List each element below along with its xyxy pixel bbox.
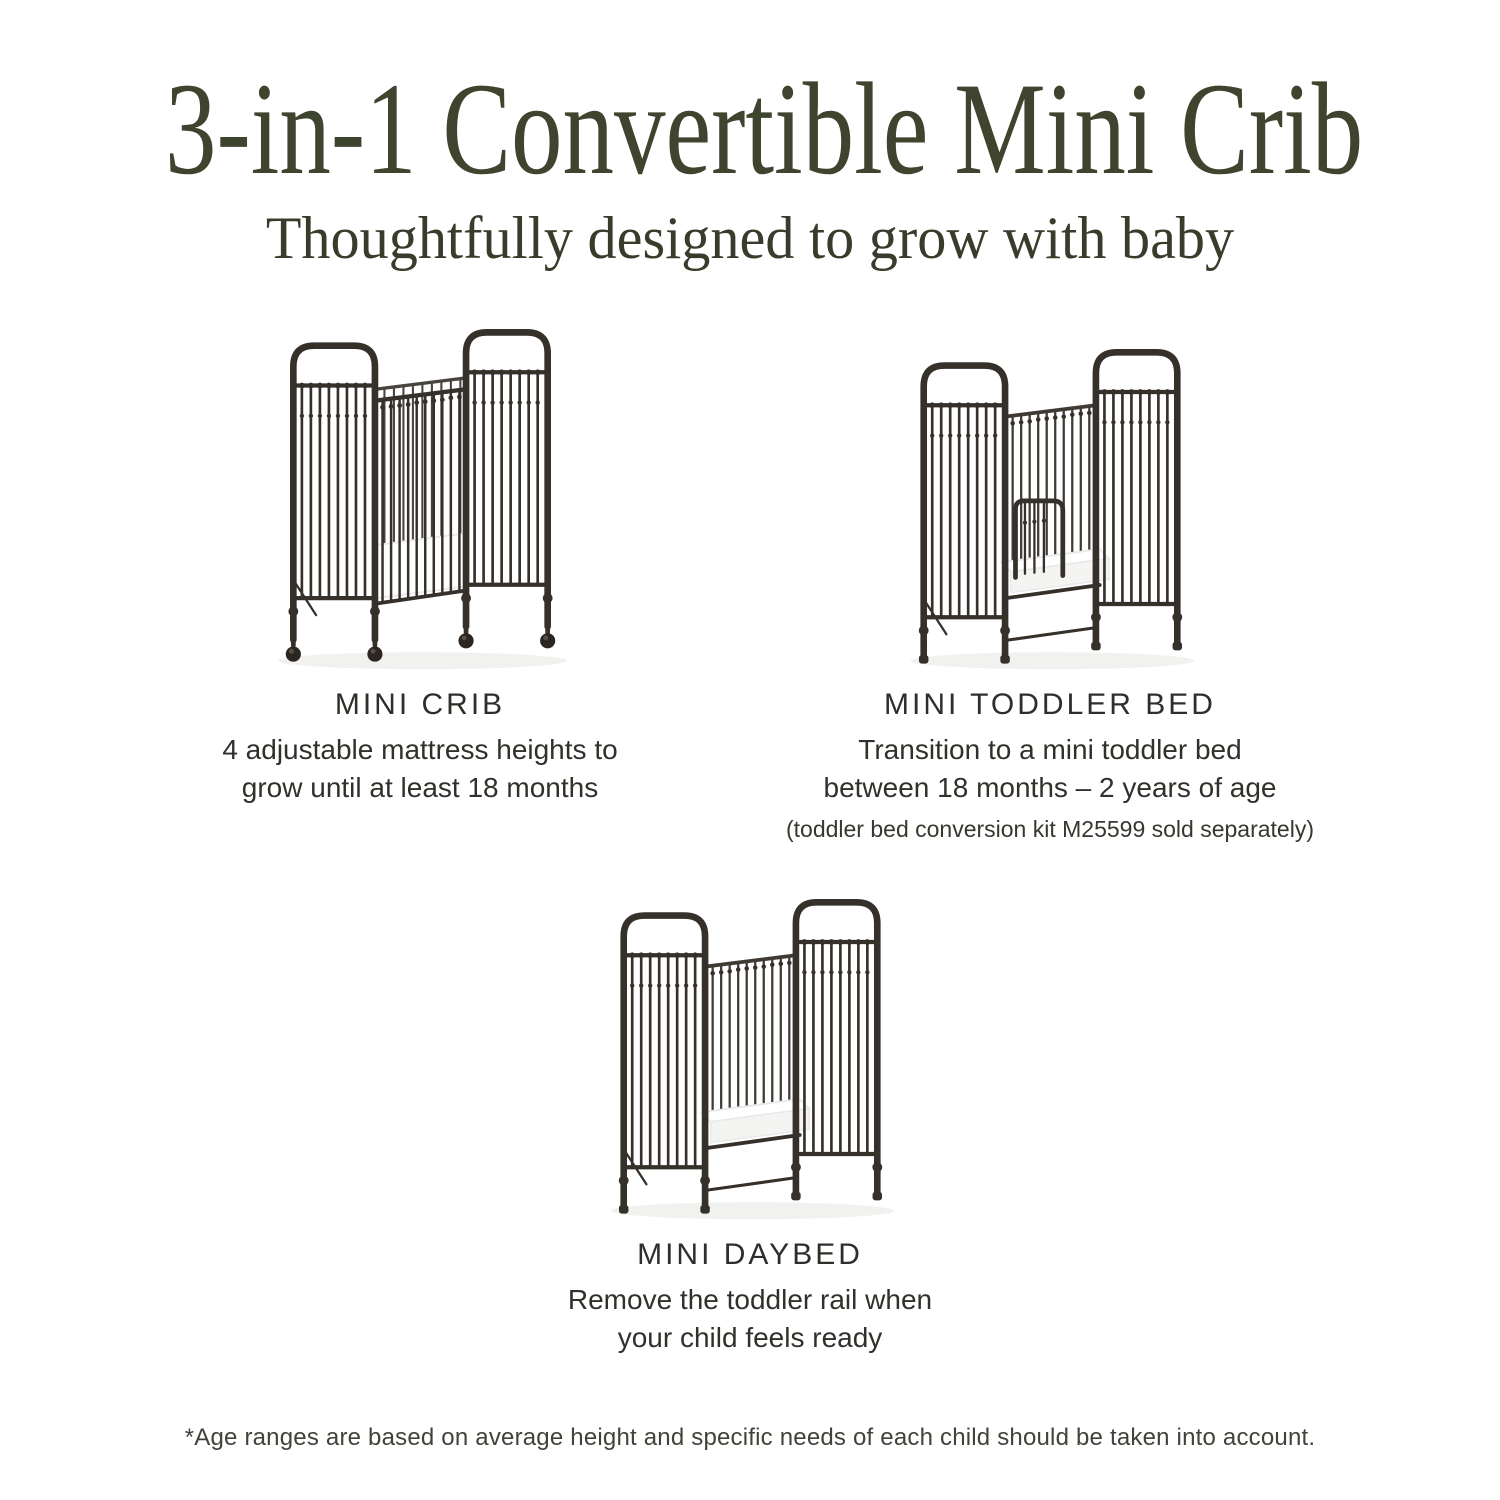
stage-label: MINI DAYBED [637,1238,863,1271]
floor-shadow [610,1202,894,1219]
stage-description [222,731,617,807]
mini-toddler-bed-illustration [889,322,1212,674]
stage-description-line: Transition to a mini toddler bed [858,734,1242,765]
stage-description-line: between 18 months – 2 years of age [823,772,1277,803]
page-title: 3-in-1 Convertible Mini Crib [165,55,1364,202]
stage-caption [222,674,617,807]
stage-description [786,731,1314,807]
bed-frame [1005,585,1100,640]
stage-label: MINI TODDLER BED [884,688,1216,721]
stage-caption [786,674,1314,844]
stage-description-line: 4 adjustable mattress heights to [222,734,618,765]
back-rail [705,955,796,1110]
stage-caption [568,1224,932,1357]
back-rail [374,378,465,542]
stage-mini-toddler-bed [780,302,1320,844]
left-end-panel [293,346,375,640]
left-end-panel [923,366,1004,656]
left-end-panel [623,916,704,1206]
stage-description-line: Remove the toddler rail when [567,1284,933,1315]
stage-note: (toddler bed conversion kit M25599 sold separately) [785,816,1314,842]
right-end-panel [1095,352,1176,642]
stage-description [568,1281,932,1357]
footnote: *Age ranges are based on average height and specific needs of each child should be taken into account. [184,1424,1316,1451]
stage-description-line: grow until at least 18 months [241,772,599,803]
mini-daybed-illustration [589,872,912,1224]
bed-frame [705,1135,800,1190]
mini-crib-illustration [259,302,582,674]
right-end-panel [466,332,548,626]
stage-label: MINI CRIB [334,688,506,721]
right-end-panel [795,902,876,1192]
floor-shadow [278,652,566,669]
page-subtitle: Thoughtfully designed to grow with baby [265,205,1235,271]
floor-shadow [910,652,1194,669]
back-rail [1005,405,1096,560]
stage-description-line: your child feels ready [617,1322,883,1353]
stage-mini-crib [150,302,690,807]
stage-mini-daybed [470,858,1030,1357]
